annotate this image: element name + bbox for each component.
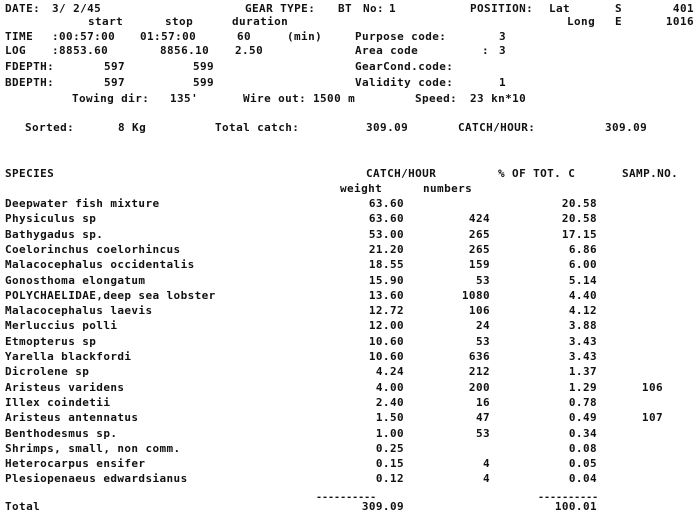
- log-start: :8853.60: [52, 44, 109, 57]
- weight-value: 10.60: [368, 350, 404, 363]
- col-duration-label: duration: [232, 15, 289, 28]
- time-stop: 01:57:00: [140, 30, 197, 43]
- wire-label: Wire out:: [243, 92, 307, 105]
- pct-value: 6.86: [568, 243, 597, 256]
- species-header: SPECIES: [5, 167, 55, 180]
- weight-value: 13.60: [368, 289, 404, 302]
- pct-value: 0.05: [568, 457, 597, 470]
- weight-header: weight: [340, 182, 383, 195]
- long-value: 1016: [665, 15, 694, 28]
- bdepth-start: 597: [104, 76, 126, 89]
- catch-hour-label: CATCH/HOUR:: [458, 121, 536, 134]
- pct-value: 1.29: [568, 381, 597, 394]
- validity-label: Validity code:: [355, 76, 454, 89]
- area-colon: :: [482, 44, 490, 57]
- weight-value: 0.25: [375, 442, 404, 455]
- long-label: Long: [567, 15, 596, 28]
- pct-value: 0.49: [568, 411, 597, 424]
- numbers-value: 265: [468, 228, 490, 241]
- pct-header: % OF TOT. C: [498, 167, 576, 180]
- numbers-value: 200: [468, 381, 490, 394]
- col-start-label: start: [88, 15, 124, 28]
- total-label: Total: [5, 500, 41, 513]
- numbers-value: 265: [468, 243, 490, 256]
- area-label: Area code: [355, 44, 419, 57]
- species-name: Merluccius polli: [5, 319, 118, 332]
- numbers-value: 636: [468, 350, 490, 363]
- numbers-value: 1080: [461, 289, 490, 302]
- pct-value: 17.15: [561, 228, 597, 241]
- fdepth-stop: 599: [193, 60, 215, 73]
- fdepth-start: 597: [104, 60, 126, 73]
- numbers-value: 16: [475, 396, 490, 409]
- pct-value: 0.08: [568, 442, 597, 455]
- weight-value: 10.60: [368, 335, 404, 348]
- species-name: POLYCHAELIDAE,deep sea lobster: [5, 289, 216, 302]
- samp-header: SAMP.NO.: [622, 167, 679, 180]
- weight-value: 15.90: [368, 274, 404, 287]
- pct-value: 0.78: [568, 396, 597, 409]
- validity-value: 1: [499, 76, 507, 89]
- gear-type-label: GEAR TYPE:: [245, 2, 316, 15]
- species-name: Dicrolene sp: [5, 365, 90, 378]
- pct-value: 6.00: [568, 258, 597, 271]
- weight-value: 4.00: [375, 381, 404, 394]
- area-value: 3: [499, 44, 507, 57]
- pct-value: 0.04: [568, 472, 597, 485]
- numbers-value: 53: [475, 274, 490, 287]
- position-label: POSITION:: [470, 2, 534, 15]
- species-name: Coelorinchus coelorhincus: [5, 243, 181, 256]
- weight-value: 4.24: [375, 365, 404, 378]
- pct-value: 4.40: [568, 289, 597, 302]
- gear-type-value: BT: [338, 2, 353, 15]
- pct-value: 3.43: [568, 335, 597, 348]
- pct-value: 4.12: [568, 304, 597, 317]
- towing-label: Towing dir:: [72, 92, 150, 105]
- log-duration: 2.50: [235, 44, 264, 57]
- time-unit: (min): [287, 30, 323, 43]
- numbers-value: 53: [475, 335, 490, 348]
- species-name: Illex coindetii: [5, 396, 111, 409]
- pct-value: 3.88: [568, 319, 597, 332]
- speed-value: 23 kn*10: [470, 92, 527, 105]
- purpose-value: 3: [499, 30, 507, 43]
- species-name: Bathygadus sp.: [5, 228, 104, 241]
- purpose-label: Purpose code:: [355, 30, 447, 43]
- pct-value: 0.34: [568, 427, 597, 440]
- numbers-value: 106: [468, 304, 490, 317]
- species-name: Deepwater fish mixture: [5, 197, 160, 210]
- weight-total-rule: ----------: [316, 492, 377, 503]
- species-name: Malacocephalus occidentalis: [5, 258, 195, 271]
- total-catch-label: Total catch:: [215, 121, 300, 134]
- catch-hour-value: 309.09: [605, 121, 648, 134]
- towing-value: 135': [170, 92, 199, 105]
- weight-value: 0.15: [375, 457, 404, 470]
- no-value: 1: [389, 2, 397, 15]
- lat-label: Lat: [549, 2, 571, 15]
- species-name: Aristeus varidens: [5, 381, 125, 394]
- lat-value: 401: [672, 2, 694, 15]
- weight-value: 1.00: [375, 427, 404, 440]
- fdepth-label: FDEPTH:: [5, 60, 55, 73]
- total-catch-value: 309.09: [366, 121, 409, 134]
- weight-value: 12.72: [368, 304, 404, 317]
- species-name: Physiculus sp: [5, 212, 97, 225]
- species-name: Plesiopenaeus edwardsianus: [5, 472, 188, 485]
- numbers-value: 47: [475, 411, 490, 424]
- bdepth-label: BDEPTH:: [5, 76, 55, 89]
- time-label: TIME: [5, 30, 34, 43]
- lat-hemisphere: S: [615, 2, 623, 15]
- numbers-value: 424: [468, 212, 490, 225]
- pct-value: 20.58: [561, 212, 597, 225]
- sorted-label: Sorted:: [25, 121, 75, 134]
- weight-value: 63.60: [368, 197, 404, 210]
- weight-value: 18.55: [368, 258, 404, 271]
- wire-value: 1500 m: [313, 92, 356, 105]
- log-stop: 8856.10: [160, 44, 210, 57]
- weight-value: 21.20: [368, 243, 404, 256]
- species-name: Yarella blackfordi: [5, 350, 132, 363]
- species-name: Benthodesmus sp.: [5, 427, 118, 440]
- date-value: 3/ 2/45: [52, 2, 102, 15]
- pct-value: 3.43: [568, 350, 597, 363]
- species-name: Gonosthoma elongatum: [5, 274, 146, 287]
- weight-value: 12.00: [368, 319, 404, 332]
- samp-no-value: 106: [641, 381, 663, 394]
- speed-label: Speed:: [415, 92, 458, 105]
- col-stop-label: stop: [165, 15, 194, 28]
- pct-value: 5.14: [568, 274, 597, 287]
- weight-value: 1.50: [375, 411, 404, 424]
- date-label: DATE:: [5, 2, 41, 15]
- bdepth-stop: 599: [193, 76, 215, 89]
- pct-total-rule: ----------: [538, 492, 599, 503]
- numbers-value: 212: [468, 365, 490, 378]
- no-label: No:: [363, 2, 385, 15]
- gearcond-label: GearCond.code:: [355, 60, 454, 73]
- time-start: :00:57:00: [52, 30, 116, 43]
- species-name: Heterocarpus ensifer: [5, 457, 146, 470]
- numbers-value: 159: [468, 258, 490, 271]
- samp-no-value: 107: [641, 411, 663, 424]
- numbers-value: 4: [482, 457, 490, 470]
- numbers-value: 4: [482, 472, 490, 485]
- weight-value: 2.40: [375, 396, 404, 409]
- log-label: LOG: [5, 44, 27, 57]
- species-name: Malacocephalus laevis: [5, 304, 153, 317]
- species-name: Etmopterus sp: [5, 335, 97, 348]
- species-name: Shrimps, small, non comm.: [5, 442, 181, 455]
- numbers-value: 24: [475, 319, 490, 332]
- catch-hour-header: CATCH/HOUR: [366, 167, 437, 180]
- total-pct: 100.01: [554, 500, 597, 513]
- numbers-header: numbers: [423, 182, 473, 195]
- sorted-value: 8 Kg: [118, 121, 147, 134]
- numbers-value: 53: [475, 427, 490, 440]
- long-hemisphere: E: [615, 15, 623, 28]
- species-name: Aristeus antennatus: [5, 411, 139, 424]
- total-weight: 309.09: [361, 500, 404, 513]
- time-duration: 60: [237, 30, 252, 43]
- pct-value: 1.37: [568, 365, 597, 378]
- weight-value: 53.00: [368, 228, 404, 241]
- weight-value: 63.60: [368, 212, 404, 225]
- pct-value: 20.58: [561, 197, 597, 210]
- weight-value: 0.12: [375, 472, 404, 485]
